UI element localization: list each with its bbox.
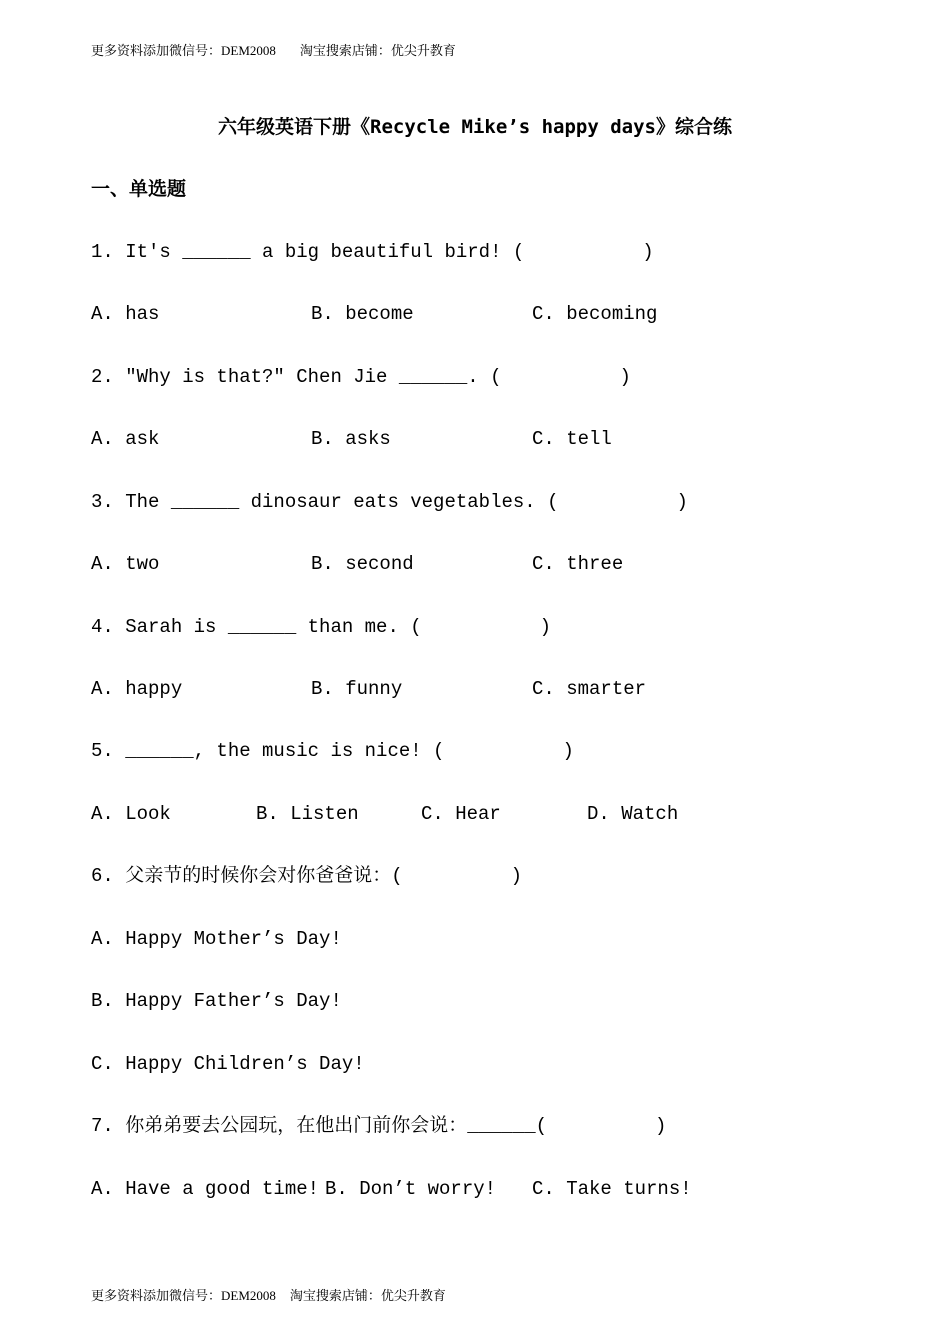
question-2: 2. "Why is that?" Chen Jie ______. ( ): [91, 366, 631, 388]
footer-shop: 淘宝搜索店铺：优尖升教育: [289, 1288, 446, 1303]
header-wechat: 更多资料添加微信号：DEM2008: [91, 43, 276, 58]
question-1-text: 1. It's ______ a big beautiful bird! (: [91, 241, 525, 263]
page-header: [91, 43, 456, 59]
option-5d: D. Watch: [587, 803, 679, 825]
page-footer: [91, 1288, 446, 1304]
section-heading: 一、单选题: [91, 178, 187, 200]
header-shop: 淘宝搜索店铺：优尖升教育: [299, 43, 456, 58]
question-3: 3. The ______ dinosaur eats vegetables. ( ): [91, 491, 688, 513]
question-2-text: 2. "Why is that?" Chen Jie ______. (: [91, 366, 502, 388]
option-4b: B. funny: [311, 678, 403, 700]
option-4c: C. smarter: [532, 678, 647, 700]
question-6-text: 6. 父亲节的时候你会对你爸爸说：(: [91, 865, 403, 887]
option-5a: A. Look: [91, 803, 171, 825]
option-3b: B. second: [311, 553, 414, 575]
option-1a: A. has: [91, 303, 160, 325]
question-5: 5. ______, the music is nice! ( ): [91, 740, 574, 762]
question-4-text: 4. Sarah is ______ than me. (: [91, 616, 422, 638]
question-1: 1. It's ______ a big beautiful bird! ( ): [91, 241, 654, 263]
option-3a: A. two: [91, 553, 160, 575]
footer-wechat: 更多资料添加微信号：DEM2008: [91, 1288, 276, 1303]
option-7b: B. Don’t worry!: [325, 1178, 497, 1200]
option-7c: C. Take turns!: [532, 1178, 692, 1200]
question-6: 6. 父亲节的时候你会对你爸爸说：( ): [91, 865, 523, 887]
option-6b: B. Happy Father’s Day!: [91, 990, 342, 1012]
question-7: 7. 你弟弟要去公园玩，在他出门前你会说：______( ): [91, 1115, 667, 1137]
option-3c: C. three: [532, 553, 624, 575]
page-title: 六年级英语下册《Recycle Mike’s happy days》综合练: [218, 116, 732, 138]
option-1c: C. becoming: [532, 303, 658, 325]
question-7-text: 7. 你弟弟要去公园玩，在他出门前你会说：______(: [91, 1115, 548, 1137]
option-7a: A. Have a good time!: [91, 1178, 320, 1200]
option-5c: C. Hear: [421, 803, 501, 825]
question-4: 4. Sarah is ______ than me. ( ): [91, 616, 552, 638]
option-2b: B. asks: [311, 428, 391, 450]
option-6c: C. Happy Children’s Day!: [91, 1053, 365, 1075]
option-4a: A. happy: [91, 678, 183, 700]
question-5-text: 5. ______, the music is nice! (: [91, 740, 445, 762]
option-2c: C. tell: [532, 428, 612, 450]
option-5b: B. Listen: [256, 803, 359, 825]
question-3-text: 3. The ______ dinosaur eats vegetables. (: [91, 491, 559, 513]
option-2a: A. ask: [91, 428, 160, 450]
option-1b: B. become: [311, 303, 414, 325]
option-6a: A. Happy Mother’s Day!: [91, 928, 342, 950]
